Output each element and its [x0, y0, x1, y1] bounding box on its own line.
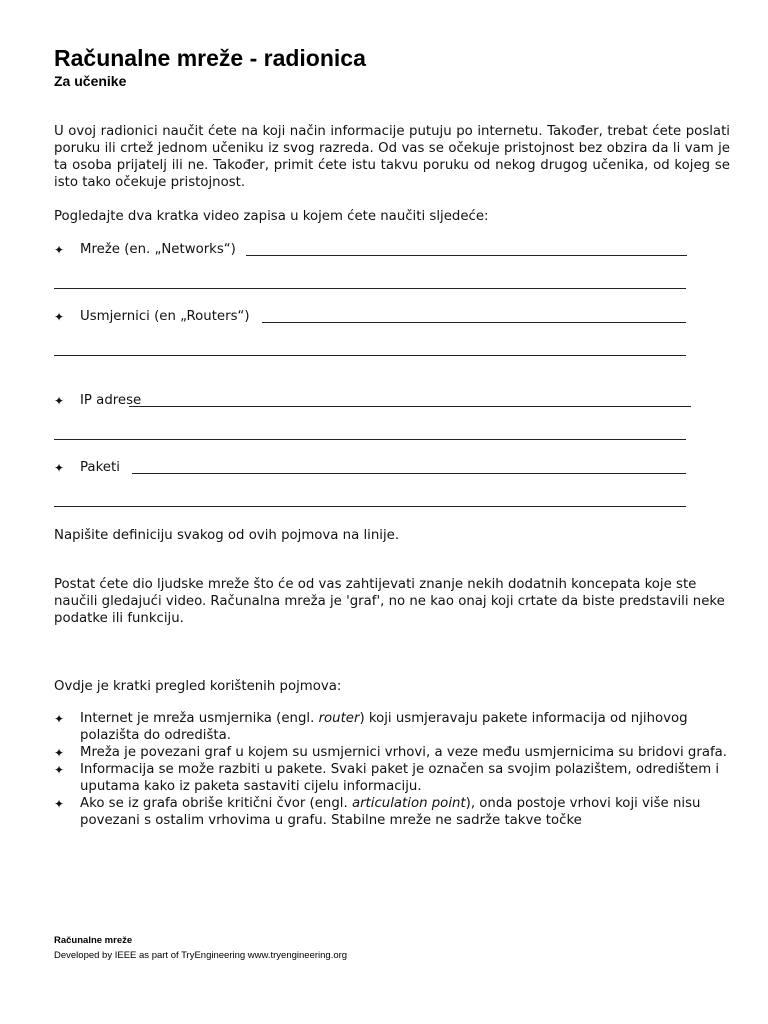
term-row-ip: [54, 392, 730, 410]
list-item: ✦ Internet je mreža usmjernika (engl. router) koji usmjeravaju pakete informacija od njihovog polazišta do odredišta.: [54, 711, 688, 743]
bullet-icon: ✦: [54, 797, 65, 811]
answer-line[interactable]: [54, 355, 686, 356]
page-title: Računalne mreže - radionica: [54, 45, 366, 71]
graph-paragraph: Postat ćete dio ljudske mreže što će od vas zahtijevati znanje nekih dodatnih koncepata koje ste naučili gledajući video. Računalna mreža je 'graf', no ne kao onaj koji crtate da biste predstavili neke podatke ili funkciju.: [54, 577, 725, 626]
answer-line[interactable]: [132, 473, 686, 474]
answer-line[interactable]: [129, 406, 691, 407]
bullet-icon: ✦: [54, 461, 65, 475]
bullet-icon: ✦: [54, 394, 65, 408]
bullet-icon: ✦: [54, 243, 65, 257]
term-row-routers: [54, 308, 730, 326]
answer-line[interactable]: [246, 255, 687, 256]
footer-credit: Developed by IEEE as part of TryEngineering www.tryengineering.org: [54, 950, 348, 961]
footer-title: Računalne mreže: [54, 935, 133, 946]
bullet-icon: ✦: [54, 763, 65, 777]
overview-title: Ovdje je kratki pregled korištenih pojmova:: [54, 679, 342, 694]
term-row-networks: [54, 241, 730, 259]
intro-paragraph: U ovoj radionici naučit ćete na koji način informacije putuju po internetu. Također, trebat ćete poslati poruku ili crtež jednom učeniku iz svog razreda. Od vas se očekuje pristojnost bez obzira da li vam je ta osoba prijatelj ili ne. Također, primit ćete istu takvu poruku od nekog drugog učenika, od kojeg se isto tako očekuje pristojnost.: [54, 124, 730, 190]
term-label: Mreže (en. „Networks“): [80, 242, 236, 257]
answer-line[interactable]: [54, 439, 686, 440]
video-prompt: Pogledajte dva kratka video zapisa u kojem ćete naučiti sljedeće:: [54, 209, 489, 224]
bullet-icon: ✦: [54, 746, 65, 760]
answer-line[interactable]: [54, 288, 686, 289]
term-label: Paketi: [80, 460, 120, 475]
term-label: IP adrese: [80, 393, 142, 408]
overview-list: [54, 710, 730, 829]
list-item: ✦ Informacija se može razbiti u pakete. Svaki paket je označen sa svojim polazištem, odredištem i uputama kako iz paketa sastaviti cijelu informaciju.: [54, 762, 720, 794]
instruction-text: Napišite definiciju svakog od ovih pojmova na linije.: [54, 528, 400, 543]
answer-line[interactable]: [54, 506, 686, 507]
bullet-icon: ✦: [54, 712, 65, 726]
term-row-packets: [54, 459, 730, 477]
bullet-icon: ✦: [54, 310, 65, 324]
page-subtitle: Za učenike: [54, 73, 127, 89]
list-item: ✦ Mreža je povezani graf u kojem su usmjernici vrhovi, a veze među usmjernicima su bridovi grafa.: [54, 745, 728, 760]
list-item: ✦ Ako se iz grafa obriše kritični čvor (engl. articulation point), onda postoje vrhovi koji više nisu povezani s ostalim vrhovima u grafu. Stabilne mreže ne sadrže takve točke: [54, 796, 701, 828]
term-label: Usmjernici (en „Routers“): [80, 309, 250, 324]
answer-line[interactable]: [262, 322, 686, 323]
